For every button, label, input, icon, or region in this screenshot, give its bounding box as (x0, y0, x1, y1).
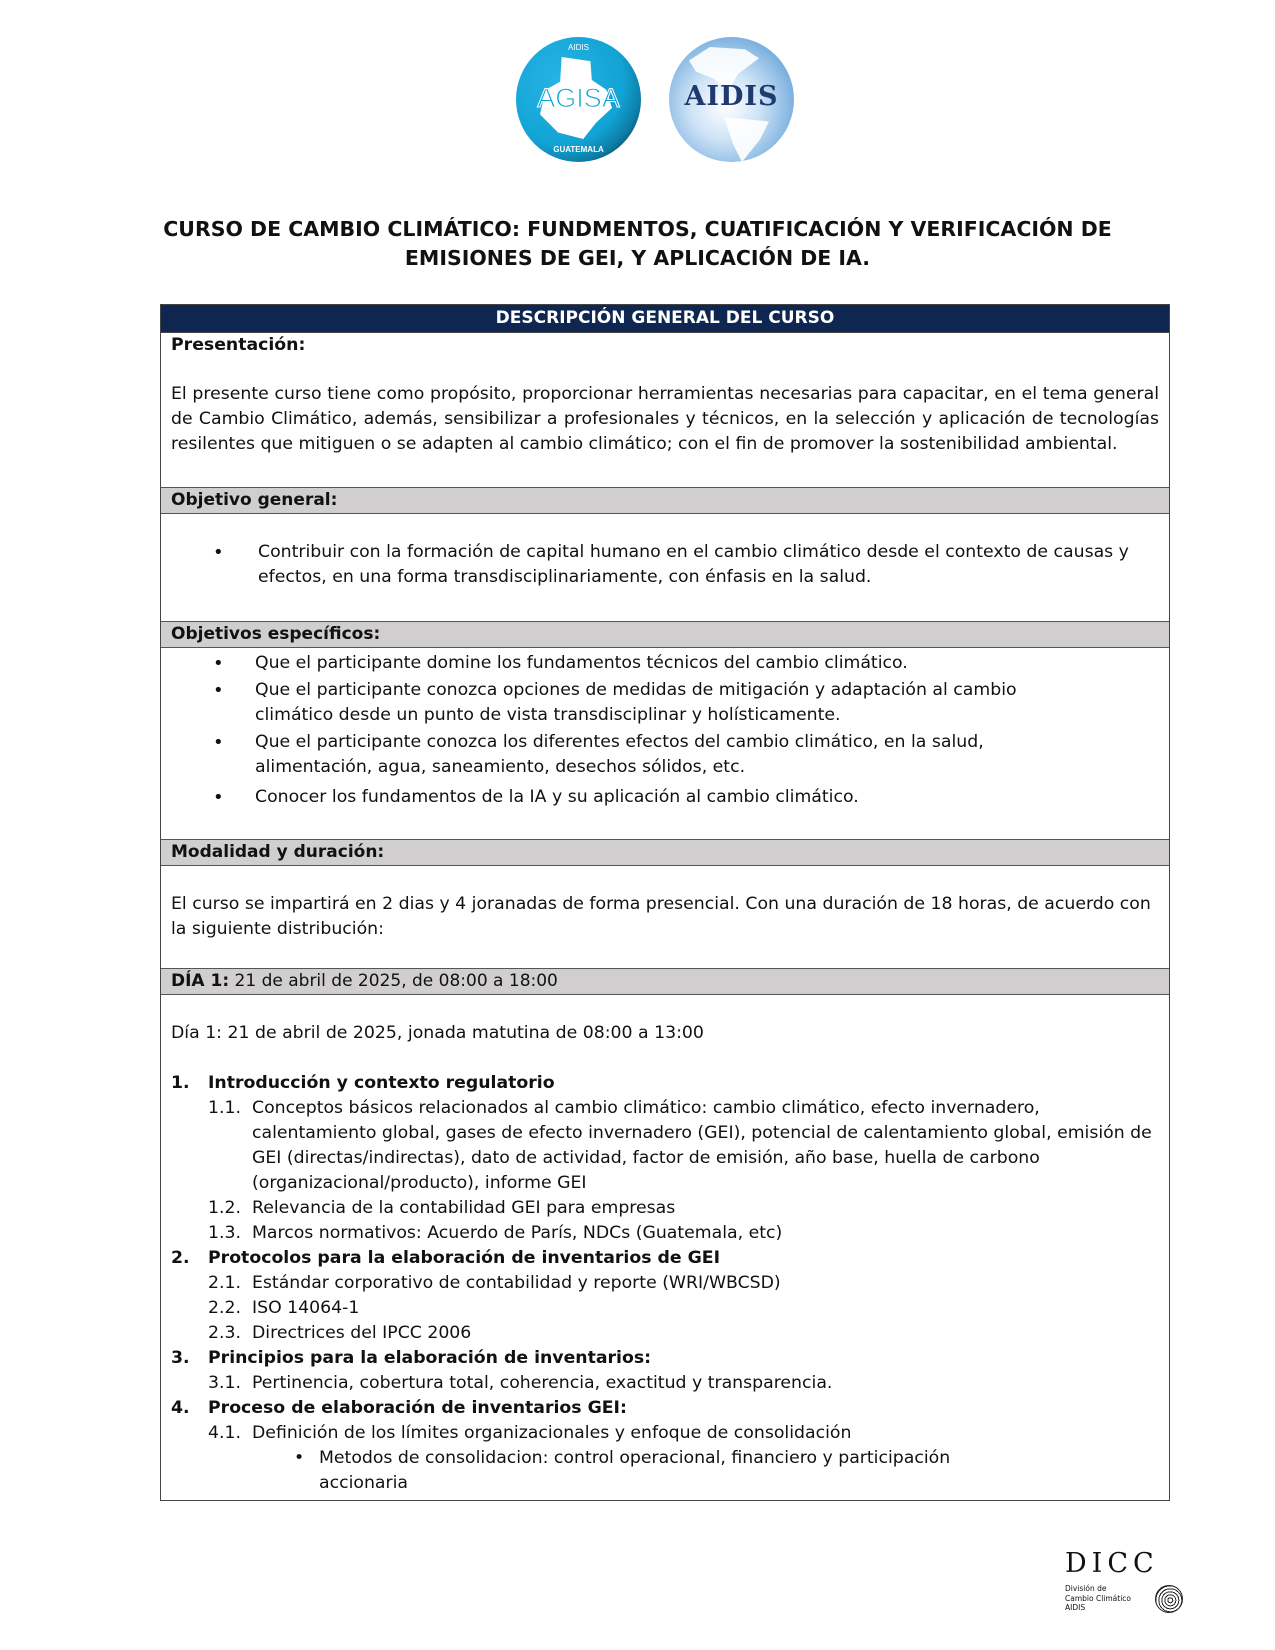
topic-number: 4. (171, 1398, 190, 1418)
topic-number: 2. (171, 1248, 190, 1268)
subtopic-list (208, 1271, 1159, 1346)
subtopic-text: Relevancia de la contabilidad GEI para empresas (252, 1198, 676, 1218)
subtopic-text: ISO 14064-1 (252, 1298, 360, 1318)
subtopic-number: 1.2. (208, 1198, 241, 1218)
subtopic-number: 2.1. (208, 1273, 241, 1293)
subtopic-item (208, 1271, 1159, 1296)
subtopic-text: Directrices del IPCC 2006 (252, 1323, 472, 1343)
course-description-table (160, 304, 1170, 1501)
objetivo-general-header: Objetivo general: (161, 487, 1169, 514)
presentacion-cell (161, 333, 1169, 487)
aidis-logo (669, 37, 794, 162)
dia1-label: DÍA 1: (171, 971, 230, 991)
list-item: • Que el participante conozca los diferentes efectos del cambio climático, en la salud, alimentación, agua, saneamiento, desechos sólidos, etc. (171, 730, 1049, 780)
subtopic-bullets (252, 1446, 1159, 1496)
list-item: • Metodos de consolidacion: control operacional, financiero y participación accionaria (252, 1446, 1039, 1496)
dicc-acronym: DICC (1065, 1548, 1159, 1579)
subtopic-list (208, 1371, 1159, 1396)
dia1-date: 21 de abril de 2025, de 08:00 a 18:00 (229, 971, 558, 991)
document-title (0, 215, 1275, 273)
subtopic-item (208, 1221, 1159, 1246)
topic-number: 1. (171, 1073, 190, 1093)
topic-number: 3. (171, 1348, 190, 1368)
objetivos-especificos-cell (161, 648, 1169, 839)
header-logos (0, 37, 1275, 165)
presentacion-label: Presentación: (171, 335, 306, 355)
subtopic-item (208, 1296, 1159, 1321)
list-item: • Conocer los fundamentos de la IA y su aplicación al cambio climático. (171, 785, 1049, 810)
topic-item (171, 1246, 1159, 1346)
dia1-subtitle: Día 1: 21 de abril de 2025, jonada matutina de 08:00 a 13:00 (171, 1023, 704, 1043)
topic-item (171, 1071, 1159, 1246)
subtopic-text: Definición de los límites organizacionales y enfoque de consolidación (252, 1423, 852, 1443)
subtopic-text: Pertinencia, cobertura total, coherencia, exactitud y transparencia. (252, 1373, 833, 1393)
subtopic-item (208, 1371, 1159, 1396)
topic-title: Proceso de elaboración de inventarios GEI: (208, 1398, 627, 1418)
dicc-line-2: Cambio Climático (1065, 1593, 1131, 1603)
presentacion-text: El presente curso tiene como propósito, proporcionar herramientas necesarias para capacitar, en el tema general de Cambio Climático, además, sensibilizar a profesionales y técnicos, en la selección y aplicación de tecnologías resilentes que mitiguen o se adapten al cambio climático; con el fin de promover la sostenibilidad ambiental. (171, 384, 1159, 454)
subtopic-number: 4.1. (208, 1423, 241, 1443)
modalidad-text: El curso se impartirá en 2 dias y 4 joranadas de forma presencial. Con una duración de 18 horas, de acuerdo con la siguiente distribución: (171, 894, 1151, 939)
topic-title: Introducción y contexto regulatorio (208, 1073, 555, 1093)
subtopic-text: Estándar corporativo de contabilidad y reporte (WRI/WBCSD) (252, 1273, 781, 1293)
aidis-logo-word: AIDIS (684, 81, 779, 112)
list-item: • Contribuir con la formación de capital humano en el cambio climático desde el contexto de causas y efectos, en una forma transdisciplinariamente, con énfasis en la salud. (171, 540, 1159, 590)
agisa-logo (516, 37, 641, 162)
objetivos-especificos-header: Objetivos específicos: (161, 621, 1169, 648)
dia1-topics-list (171, 1071, 1159, 1496)
title-line-1: CURSO DE CAMBIO CLIMÁTICO: FUNDMENTOS, CUATIFICACIÓN Y VERIFICACIÓN DE (163, 217, 1112, 241)
subtopic-number: 1.1. (208, 1098, 241, 1118)
title-line-2: EMISIONES DE GEI, Y APLICACIÓN DE IA. (404, 246, 871, 270)
list-item: • Que el participante conozca opciones de medidas de mitigación y adaptación al cambio climático desde un punto de vista transdisciplinar y holísticamente. (171, 678, 1049, 728)
topic-item (171, 1346, 1159, 1396)
dia1-cell (161, 995, 1169, 1500)
agisa-logo-top-text: AIDIS (568, 43, 589, 52)
globe-south-america-icon (724, 117, 769, 162)
subtopic-list (208, 1421, 1159, 1496)
objetivo-general-list (171, 540, 1159, 590)
dicc-line-3: AIDIS (1065, 1603, 1086, 1612)
subtopic-item (208, 1321, 1159, 1346)
subtopic-text: Conceptos básicos relacionados al cambio climático: cambio climático, efecto invernadero, calentamiento global, gases de efecto invernadero (GEI), potencial de calentamiento global, emisión de GEI (directas/indirectas), dato de actividad, factor de emisión, año base, huella de carbono (organizacional/producto), informe GEI (252, 1098, 1152, 1193)
agisa-logo-word: AGISA (537, 83, 620, 113)
objetivos-especificos-list (171, 651, 1049, 810)
subtopic-list (208, 1096, 1159, 1246)
objetivo-general-cell (161, 514, 1169, 621)
globe-spiral-icon (1155, 1585, 1183, 1613)
dicc-line-1: División de (1065, 1584, 1107, 1593)
subtopic-item (208, 1196, 1159, 1221)
subtopic-text: Marcos normativos: Acuerdo de París, NDCs (Guatemala, etc) (252, 1223, 783, 1243)
subtopic-item (208, 1096, 1159, 1196)
subtopic-item (208, 1421, 1159, 1496)
subtopic-number: 2.3. (208, 1323, 241, 1343)
subtopic-number: 3.1. (208, 1373, 241, 1393)
modalidad-cell (161, 866, 1169, 968)
topic-title: Protocolos para la elaboración de inventarios de GEI (208, 1248, 721, 1268)
agisa-logo-bottom-text: GUATEMALA (553, 145, 604, 154)
list-item: • Que el participante domine los fundamentos técnicos del cambio climático. (171, 651, 1049, 676)
dia1-header (161, 968, 1169, 995)
modalidad-header: Modalidad y duración: (161, 839, 1169, 866)
topic-item (171, 1396, 1159, 1496)
dicc-footer-logo (1065, 1550, 1190, 1620)
topic-title: Principios para la elaboración de inventarios: (208, 1348, 652, 1368)
subtopic-number: 1.3. (208, 1223, 241, 1243)
table-header: DESCRIPCIÓN GENERAL DEL CURSO (161, 305, 1169, 333)
subtopic-number: 2.2. (208, 1298, 241, 1318)
